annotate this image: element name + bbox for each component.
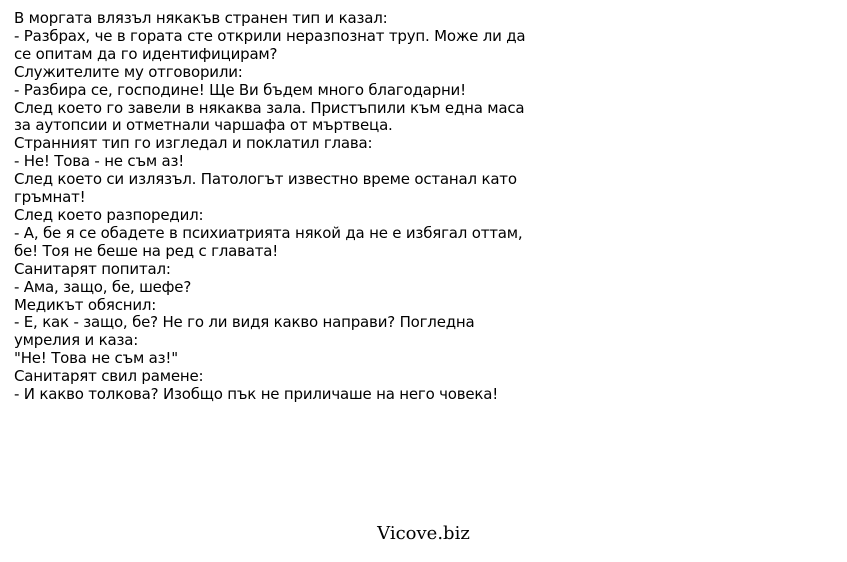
joke-line: - Разбира се, господине! Ще Ви бъдем много благодарни! [14,80,466,99]
joke-line: След което си излязъл. Патологът известно време останал като [14,170,517,189]
joke-text [14,10,574,404]
joke-line: - Ама, защо, бе, шефе? [14,277,192,296]
joke-line: След което разпоредил: [14,205,204,224]
joke-line: - А, бе я се обадете в психиатрията някой да не е избягал оттам, [14,223,523,242]
joke-line: - Е, как - защо, бе? Не го ли видя какво направи? Погледна [14,313,475,332]
joke-line: за аутопсии и отметнали чаршафа от мъртвеца. [14,116,393,135]
joke-line: Медикът обяснил: [14,295,157,314]
joke-line: - Не! Това - не съм аз! [14,152,185,171]
joke-line: се опитам да го идентифицирам? [14,44,278,63]
joke-line: - Разбрах, че в гората сте открили неразпознат труп. Може ли да [14,26,526,45]
joke-line: В моргата влязъл някакъв странен тип и казал: [14,9,388,27]
joke-line: Служителите му отговорили: [14,62,243,81]
joke-line: гръмнат! [14,188,86,207]
joke-line: "Не! Това не съм аз!" [14,349,178,368]
site-watermark: Vicove.biz [377,523,470,544]
joke-line: умрелия и каза: [14,331,139,350]
joke-line: Санитарят попитал: [14,259,171,278]
joke-line: бе! Тоя не беше на ред с главата! [14,241,279,260]
joke-line: - И какво толкова? Изобщо пък не приличаше на него човека! [14,385,499,404]
joke-line: Странният тип го изгледал и поклатил глава: [14,134,373,153]
joke-line: Санитарят свил рамене: [14,367,204,386]
joke-line: След което го завели в някаква зала. Пристъпили към една маса [14,98,525,117]
